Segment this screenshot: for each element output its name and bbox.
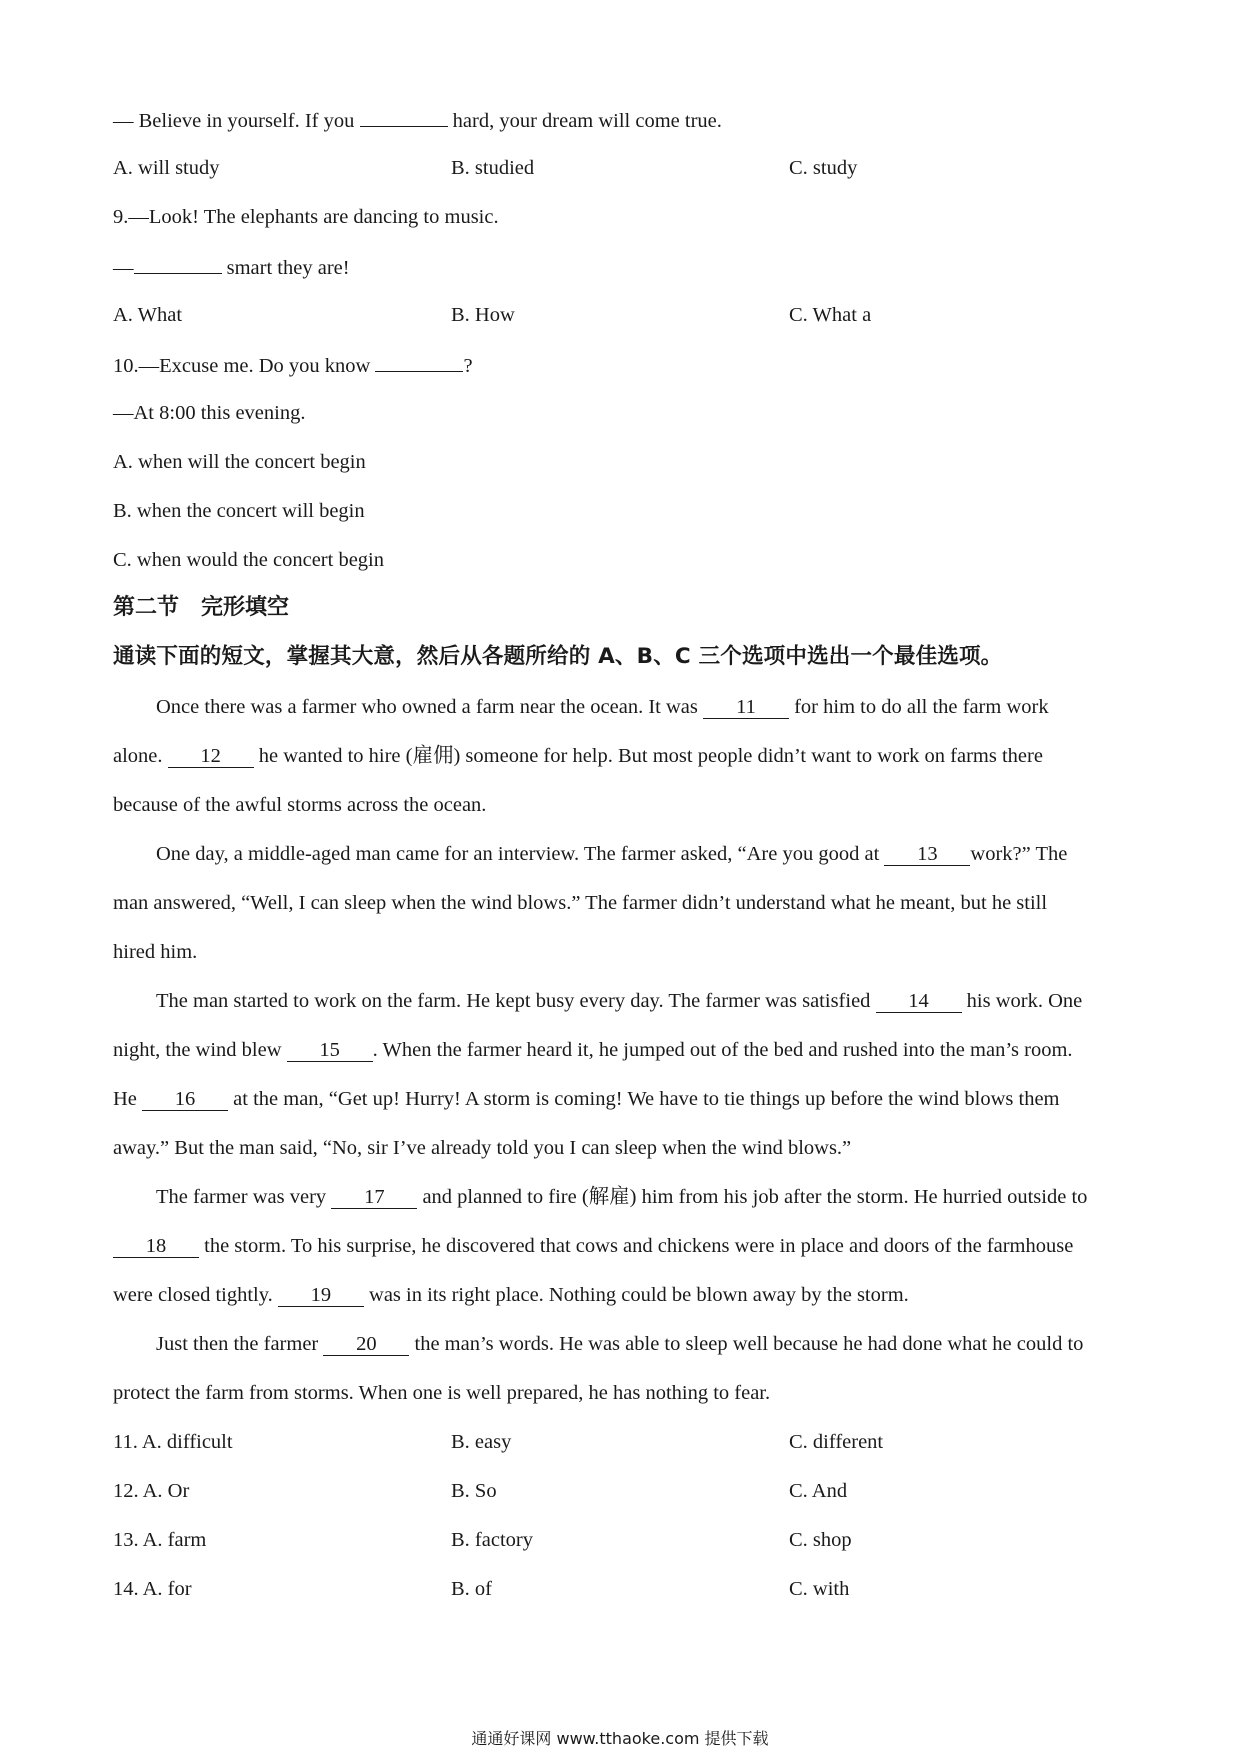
passage-line: because of the awful storms across the ocean.: [113, 794, 487, 816]
passage-text: alone.: [113, 745, 168, 767]
option-a: A. when will the concert begin: [113, 451, 366, 473]
option-c: C. shop: [789, 1529, 852, 1551]
q10-text-part1: 10.—Excuse me. Do you know: [113, 355, 376, 377]
blank-18: 18: [113, 1235, 199, 1258]
passage-line: [113, 1035, 1073, 1065]
option-a: A. will study: [113, 157, 220, 179]
page-footer: 通通好课网 www.tthaoke.com 提供下载: [471, 1729, 769, 1748]
q8-text-part2: hard, your dream will come true.: [447, 110, 722, 132]
question-13-options: [113, 1525, 1013, 1555]
option-a: 14. A. for: [113, 1578, 192, 1600]
passage-text: and planned to fire (解雇) him from his job after the storm. He hurried outside to: [417, 1186, 1088, 1208]
passage-text: was in its right place. Nothing could be blown away by the storm.: [363, 1284, 909, 1306]
passage-text: were closed tightly.: [113, 1284, 278, 1306]
q8-text-part1: — Believe in yourself. If you: [113, 110, 360, 132]
passage-line: [156, 1329, 1083, 1359]
passage-text: the man’s words. He was able to sleep well because he had done what he could to: [409, 1333, 1084, 1355]
section-instruction: 通读下面的短文，掌握其大意，然后从各题所给的 A、B、C 三个选项中选出一个最佳选项。: [113, 644, 1003, 669]
blank-17: 17: [331, 1186, 417, 1209]
passage-text: The man started to work on the farm. He kept busy every day. The farmer was satisfied: [156, 990, 876, 1012]
option-b: B. So: [451, 1480, 497, 1502]
question-9-response: [113, 251, 350, 283]
blank-12: 12: [168, 745, 254, 768]
question-10-response: —At 8:00 this evening.: [113, 402, 306, 424]
option-a: 11. A. difficult: [113, 1431, 233, 1453]
question-8-options: [113, 153, 1013, 183]
option-c: C. different: [789, 1431, 884, 1453]
blank-14: 14: [876, 990, 962, 1013]
q9-response-text: smart they are!: [221, 257, 350, 279]
blank-20: 20: [323, 1333, 409, 1356]
option-b: B. studied: [451, 157, 535, 179]
option-c: C. with: [789, 1578, 850, 1600]
blank-11: 11: [703, 696, 789, 719]
section-title: 第二节 完形填空: [113, 595, 290, 620]
passage-line: [156, 839, 1067, 869]
option-c: C. What a: [789, 304, 872, 326]
option-b: B. easy: [451, 1431, 512, 1453]
question-9-prompt: 9.—Look! The elephants are dancing to music.: [113, 206, 499, 228]
blank-13: 13: [884, 843, 970, 866]
passage-text: The farmer was very: [156, 1186, 332, 1208]
answer-blank: [360, 104, 448, 127]
passage-line: [156, 986, 1082, 1016]
passage-text: the storm. To his surprise, he discovered that cows and chickens were in place and doors of the farmhouse: [199, 1235, 1074, 1257]
passage-line: protect the farm from storms. When one is well prepared, he has nothing to fear.: [113, 1382, 771, 1404]
answer-blank: [134, 251, 222, 274]
passage-line: away.” But the man said, “No, sir I’ve already told you I can sleep when the wind blows.”: [113, 1137, 852, 1159]
passage-text: He: [113, 1088, 143, 1110]
passage-text: Once there was a farmer who owned a farm near the ocean. It was: [156, 696, 703, 718]
passage-text: at the man, “Get up! Hurry! A storm is coming! We have to tie things up before the wind blows them: [228, 1088, 1060, 1110]
passage-line: [156, 1182, 1087, 1212]
passage-text: work?” The: [970, 843, 1068, 865]
passage-text: One day, a middle-aged man came for an interview. The farmer asked, “Are you good at: [156, 843, 885, 865]
option-b: B. factory: [451, 1529, 533, 1551]
option-b: B. How: [451, 304, 515, 326]
question-12-options: [113, 1476, 1013, 1506]
option-a: 12. A. Or: [113, 1480, 190, 1502]
passage-line: [156, 692, 1049, 722]
question-8-prompt: [113, 104, 722, 136]
passage-text: he wanted to hire (雇佣) someone for help. But most people didn’t want to work on farms there: [253, 745, 1043, 767]
passage-line: [113, 741, 1043, 771]
passage-line: hired him.: [113, 941, 198, 963]
blank-16: 16: [142, 1088, 228, 1111]
option-c: C. And: [789, 1480, 848, 1502]
option-c: C. when would the concert begin: [113, 549, 384, 571]
option-c: C. study: [789, 157, 858, 179]
q10-text-part2: ?: [463, 355, 473, 377]
blank-19: 19: [278, 1284, 364, 1307]
passage-text: for him to do all the farm work: [788, 696, 1049, 718]
question-11-options: [113, 1427, 1013, 1457]
question-10-prompt: [113, 349, 473, 381]
option-b: B. of: [451, 1578, 492, 1600]
passage-line: [113, 1084, 1060, 1114]
option-a: 13. A. farm: [113, 1529, 207, 1551]
passage-text: his work. One: [961, 990, 1083, 1012]
passage-line: man answered, “Well, I can sleep when the wind blows.” The farmer didn’t understand what he meant, but he still: [113, 892, 1048, 914]
q9-dash: —: [113, 257, 134, 279]
option-a: A. What: [113, 304, 183, 326]
passage-text: night, the wind blew: [113, 1039, 287, 1061]
question-9-options: [113, 300, 1013, 330]
passage-line: [113, 1280, 909, 1310]
question-14-options: [113, 1574, 1013, 1604]
option-b: B. when the concert will begin: [113, 500, 365, 522]
answer-blank: [375, 349, 463, 372]
passage-line: [113, 1231, 1073, 1261]
passage-text: . When the farmer heard it, he jumped out of the bed and rushed into the man’s room.: [372, 1039, 1073, 1061]
blank-15: 15: [287, 1039, 373, 1062]
passage-text: Just then the farmer: [156, 1333, 324, 1355]
